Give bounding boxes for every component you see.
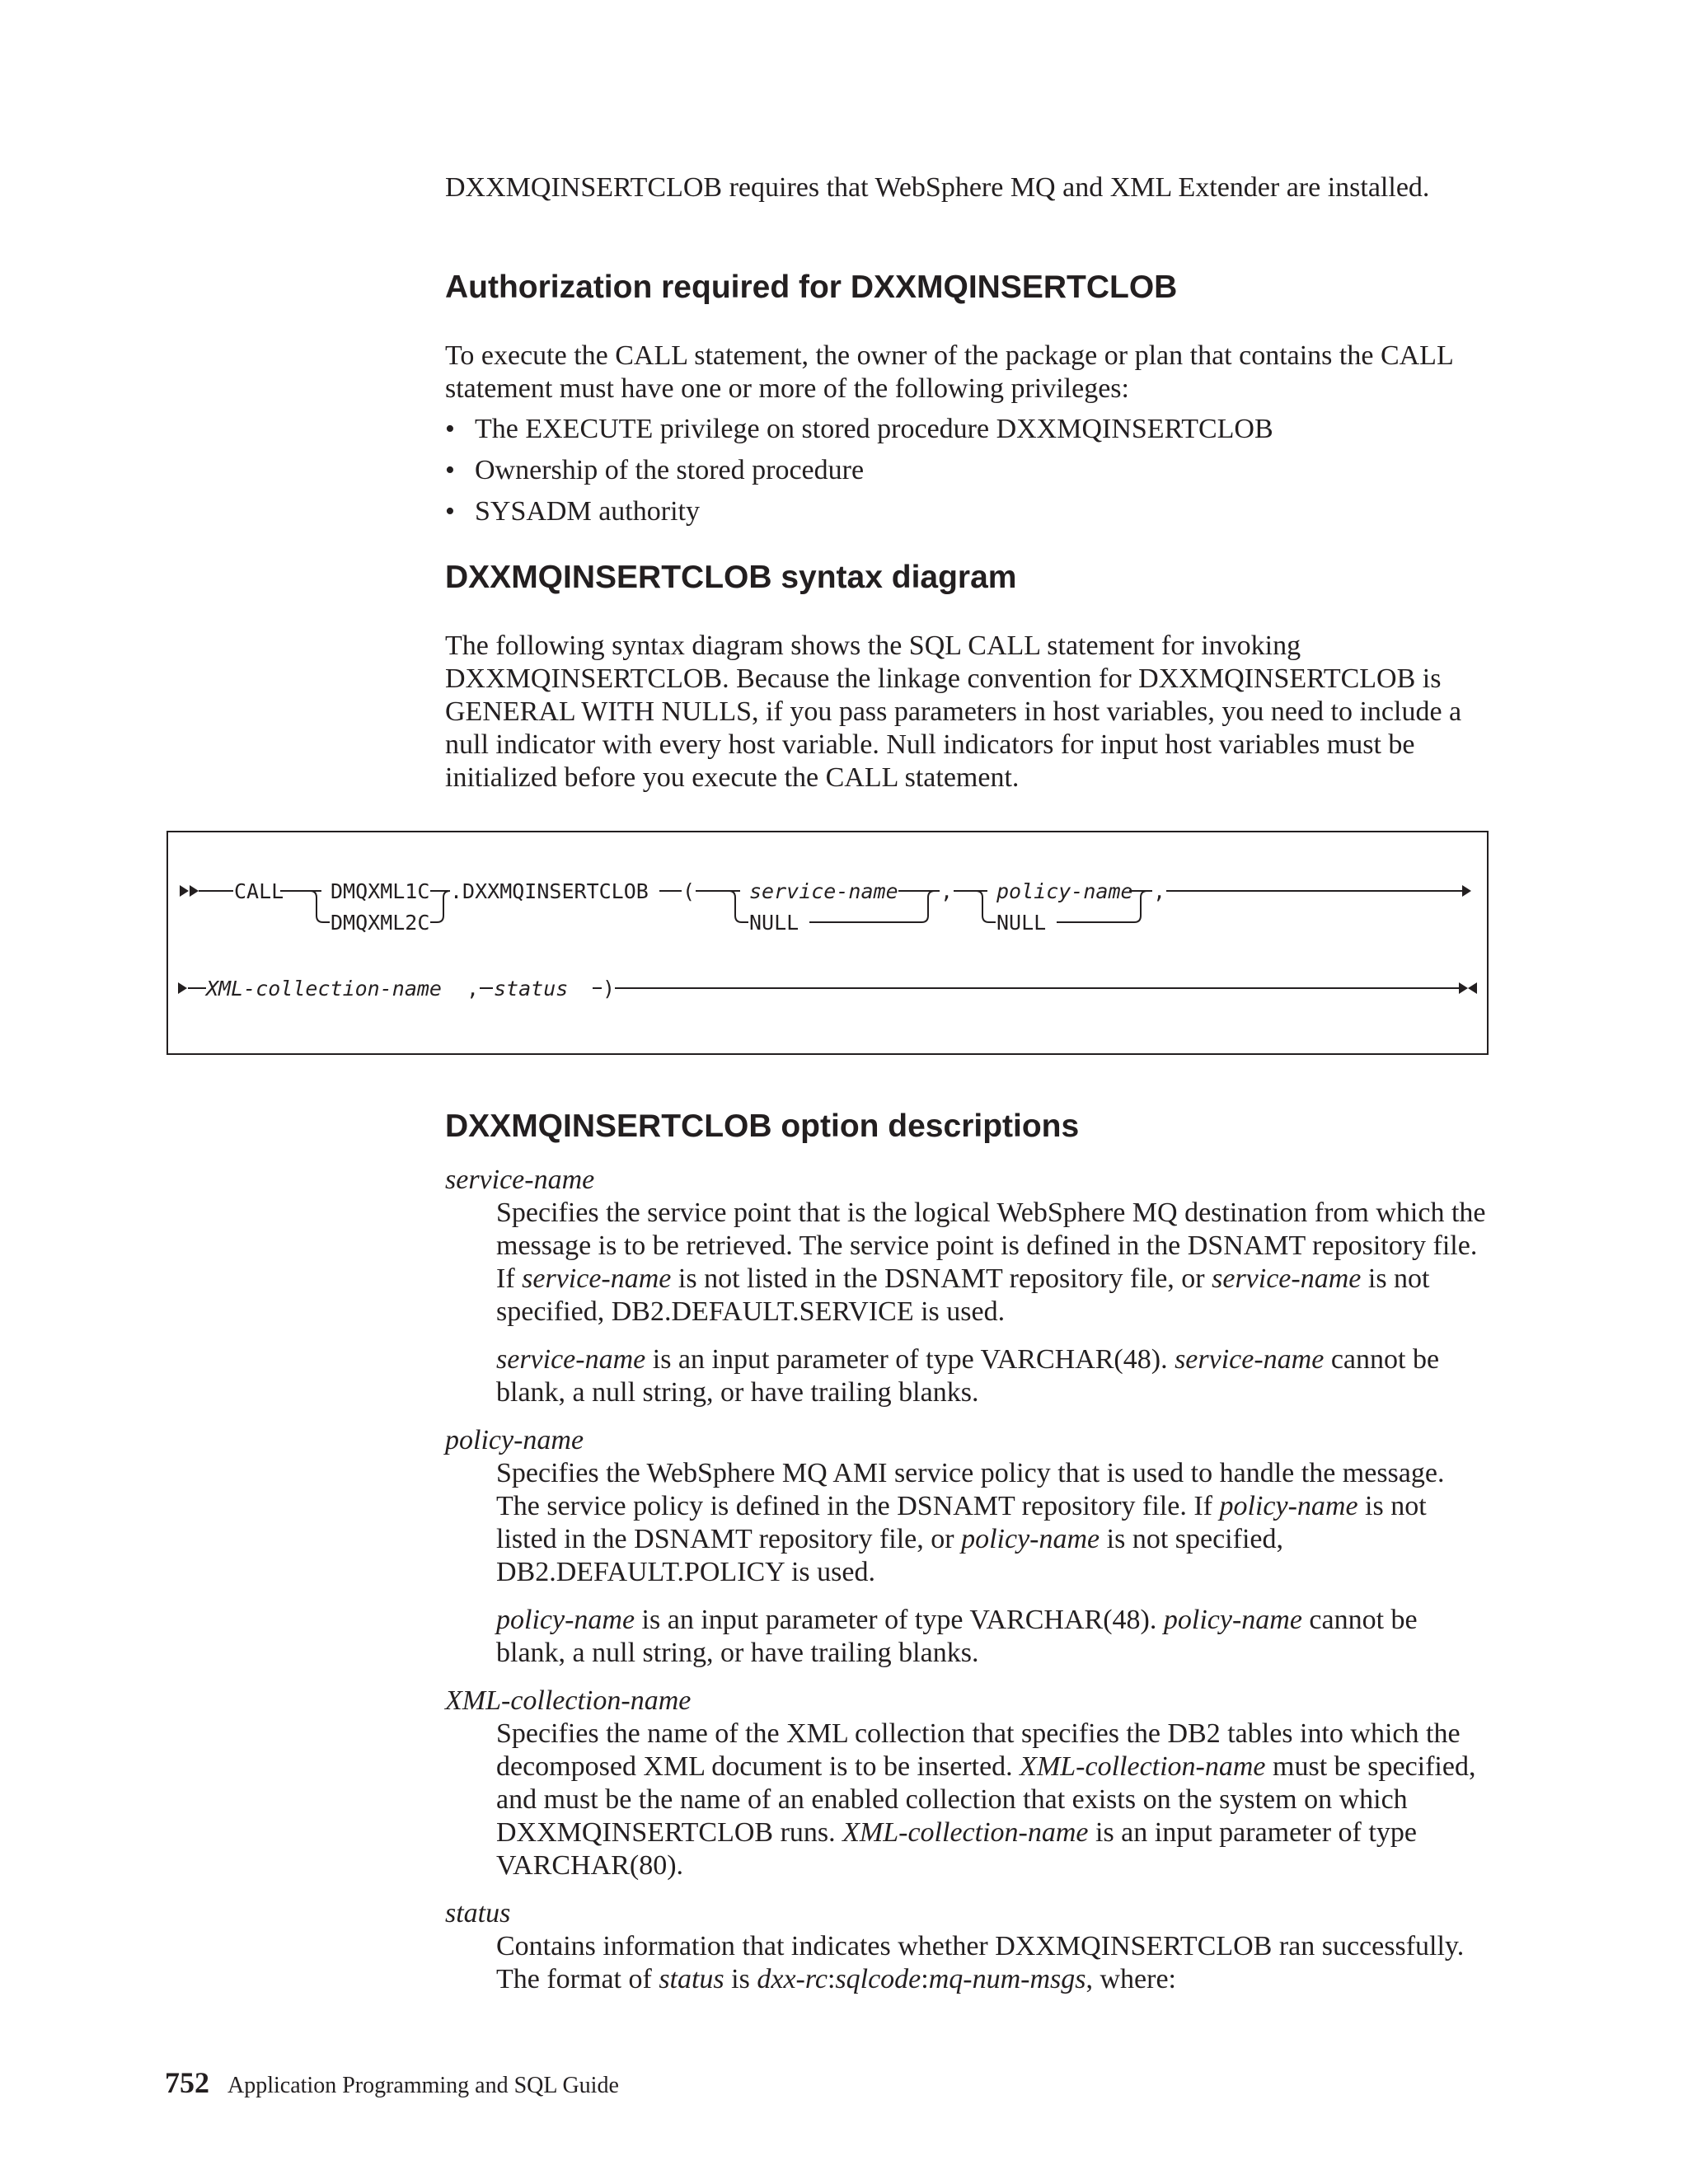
syntax-heading: DXXMQINSERTCLOB syntax diagram xyxy=(445,560,1017,595)
option-paragraph: Specifies the WebSphere MQ AMI service policy that is used to handle the message. The service policy is defined in the DSNAMT repository file. If policy-name is not listed in the DSNAMT repository file, or policy-name is not specified, DB2.DEFAULT.POLICY is used. xyxy=(496,1458,1445,1587)
diagram-service-name: service-name xyxy=(749,879,898,903)
authorization-paragraph: To execute the CALL statement, the owner of the package or plan that contains the CALL statement must have one or more of the following privileges: xyxy=(445,340,1453,404)
bullet-icon: • xyxy=(445,455,455,485)
option-paragraph: policy-name is an input parameter of type VARCHAR(48). policy-name cannot be blank, a null string, or have trailing blanks. xyxy=(496,1605,1418,1668)
option-description-service-name xyxy=(496,1197,1492,1409)
option-paragraph: Contains information that indicates whether DXXMQINSERTCLOB ran successfully. The format of status is dxx-rc:sqlcode:mq-num-msgs, where: xyxy=(496,1931,1465,1994)
page-number: 752 xyxy=(165,2066,209,2099)
option-descriptions xyxy=(445,1164,1492,1996)
diagram-comma: , xyxy=(467,977,480,1001)
diagram-schema-option-2: DMQXML2C xyxy=(331,911,430,935)
diagram-service-null: NULL xyxy=(749,911,799,935)
option-term-status: status xyxy=(445,1898,511,1929)
option-term-policy-name: policy-name xyxy=(445,1425,584,1455)
diagram-keyword-call: CALL xyxy=(234,879,284,903)
start-arrow-icon xyxy=(190,885,199,897)
diagram-schema-option-1: DMQXML1C xyxy=(331,879,430,903)
end-arrow-icon xyxy=(1468,982,1477,994)
diagram-close-paren: ) xyxy=(603,977,616,1001)
diagram-open-paren: ( xyxy=(682,879,696,903)
diagram-policy-null: NULL xyxy=(996,911,1047,935)
bullet-icon: • xyxy=(445,496,455,527)
book-title: Application Programming and SQL Guide xyxy=(227,2073,619,2098)
option-description-xml-collection-name xyxy=(496,1718,1492,1882)
continue-arrow-icon xyxy=(178,982,187,994)
authorization-heading: Authorization required for DXXMQINSERTCLOB xyxy=(445,269,1178,305)
start-arrow-icon xyxy=(180,885,189,897)
diagram-procedure-name: .DXXMQINSERTCLOB xyxy=(450,879,649,903)
option-term-service-name: service-name xyxy=(445,1165,595,1195)
diagram-comma: , xyxy=(940,879,954,903)
option-paragraph: Specifies the service point that is the logical WebSphere MQ destination from which the message is to be retrieved. The service point is defined in the DSNAMT repository file. If service-name is not listed in the DSNAMT repository file, or service-name is not specified, DB2.DEFAULT.SERVICE is used. xyxy=(496,1197,1486,1327)
list-item: • SYSADM authority xyxy=(445,491,1492,532)
option-term-xml-collection-name: XML-collection-name xyxy=(445,1685,692,1716)
option-description-policy-name xyxy=(496,1457,1492,1670)
list-item: • Ownership of the stored procedure xyxy=(445,450,1492,491)
diagram-collection-name: XML-collection-name xyxy=(206,977,442,1001)
page-footer xyxy=(165,2065,619,2102)
end-arrow-icon xyxy=(1459,982,1468,994)
continue-arrow-icon xyxy=(1462,885,1471,897)
syntax-diagram xyxy=(166,831,1489,1055)
intro-paragraph: DXXMQINSERTCLOB requires that WebSphere MQ and XML Extender are installed. xyxy=(445,172,1430,203)
diagram-comma: , xyxy=(1153,879,1166,903)
syntax-diagram-graphic xyxy=(168,832,1490,1057)
option-paragraph: service-name is an input parameter of type VARCHAR(48). service-name cannot be blank, a null string, or have trailing blanks. xyxy=(496,1344,1440,1408)
diagram-policy-name: policy-name xyxy=(996,879,1133,903)
option-description-status xyxy=(496,1930,1492,1996)
syntax-paragraph: The following syntax diagram shows the SQL CALL statement for invoking DXXMQINSERTCLOB. Because the linkage convention for DXXMQINSERTCLOB is GENERAL WITH NULLS, if you pass parameters in host variables, you need to include a null indicator with every host variable. Null indicators for input host variables must be initialized before you execute the CALL statement. xyxy=(445,630,1462,793)
list-item: • The EXECUTE privilege on stored procedure DXXMQINSERTCLOB xyxy=(445,409,1492,450)
privilege-list xyxy=(445,409,1492,532)
option-paragraph: Specifies the name of the XML collection that specifies the DB2 tables into which the decomposed XML document is to be inserted. XML-collection-name must be specified, and must be the name of an enabled collection that exists on the system on which DXXMQINSERTCLOB runs. XML-collection-name is an input parameter of type VARCHAR(80). xyxy=(496,1718,1476,1881)
diagram-status: status xyxy=(494,977,569,1001)
options-heading: DXXMQINSERTCLOB option descriptions xyxy=(445,1108,1080,1144)
bullet-icon: • xyxy=(445,414,455,444)
